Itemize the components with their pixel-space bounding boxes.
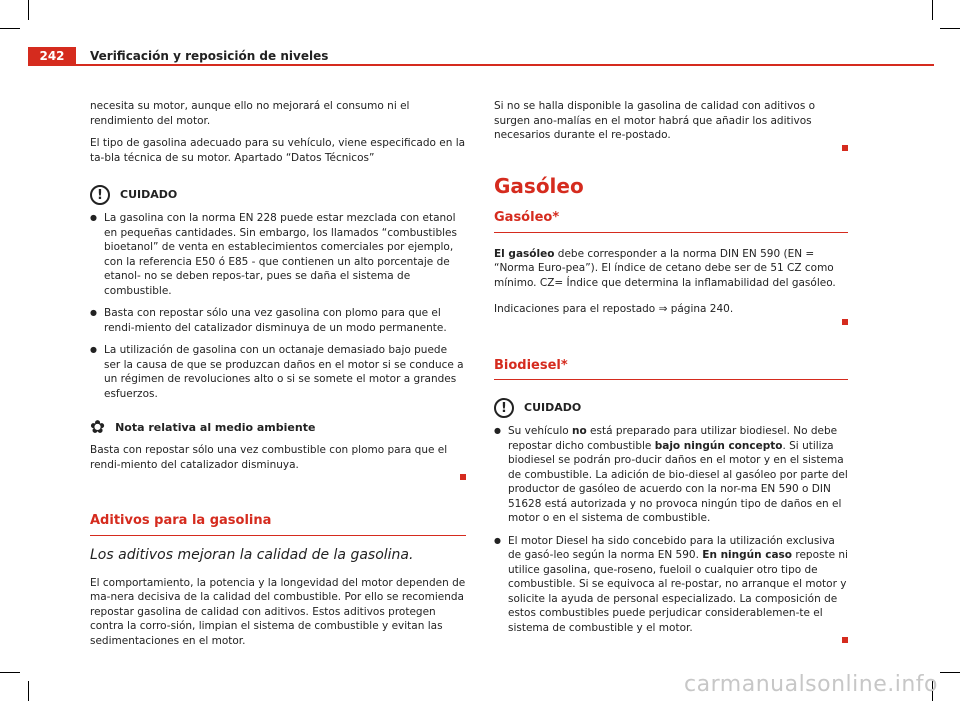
crop-mark: [0, 672, 20, 673]
paragraph: El tipo de gasolina adecuado para su vehículo, viene especificado en la ta-bla técnica de su motor. Apartado “Datos Técnicos”: [90, 137, 466, 164]
environment-title: Nota relativa al medio ambiente: [115, 420, 316, 434]
header-rule: [28, 64, 934, 66]
warning-header: [90, 185, 466, 205]
section-end-mark: [842, 145, 848, 151]
warning-title: CUIDADO: [120, 187, 178, 201]
crop-mark: [0, 28, 20, 29]
list-item: ● La gasolina con la norma EN 228 puede estar mezclada con etanol en pequeñas cantidades. Sin embargo, los llamados “combustibles bioetanol” de venta en establecimientos comerciales por ejemplo, con la referencia E50 ó E85 - que contienen un alto porcentaje de etanol- no se deben repos-tar, pues se daña el sistema de combustible.: [90, 211, 466, 298]
section-end-mark: [842, 319, 848, 325]
crop-mark: [940, 672, 960, 673]
section-heading: Aditivos para la gasolina: [90, 514, 466, 536]
section-end-mark: [460, 474, 466, 480]
crop-mark: [932, 0, 933, 20]
environment-header: [90, 419, 466, 437]
page-title: Verificación y reposición de niveles: [90, 49, 329, 63]
watermark: carmanualsonline.info: [684, 672, 938, 697]
paragraph: Indicaciones para el repostado ⇒ página 240.: [494, 303, 734, 315]
warning-title: CUIDADO: [524, 400, 582, 414]
list-item: ● La utilización de gasolina con un octanaje demasiado bajo puede ser la causa de que se produzcan daños en el motor si se conduce a un régimen de revoluciones alto o si se somete el motor a grandes esfuerzos.: [90, 343, 466, 401]
paragraph: El comportamiento, la potencia y la longevidad del motor dependen de ma-nera decisiva de la calidad del combustible. Por ello se recomienda repostar gasolina de calidad con aditivos. Estos aditivos protegen contra la corro-sión, limpian el sistema de combustible y evitan las sedimentaciones en el motor.: [90, 576, 466, 647]
list-item: ● Basta con repostar sólo una vez gasolina con plomo para que el rendi-miento del catalizador disminuya de un modo permanente.: [90, 306, 466, 335]
flower-icon: ✿: [90, 417, 106, 438]
list-item: ● Su vehículo no está preparado para utilizar biodiesel. No debe repostar dicho combustible bajo ningún concepto. Si utiliza biodiesel se podrán pro-ducir daños en el motor y en el sistema de combustible. La adición de bio-diesel al gasóleo por parte del productor de gasóleo de acuerdo con la nor-ma EN 590 o DIN 51628 está autorizada y no provoca ningún tipo de daños en el motor o en el sistema de combustible.: [494, 424, 848, 526]
exclamation-icon: !: [90, 185, 110, 205]
chapter-heading: Gasóleo: [494, 173, 584, 198]
section-heading: Biodiesel*: [494, 359, 848, 381]
section-heading: Gasóleo*: [494, 211, 848, 233]
page-number: 242: [28, 47, 76, 66]
paragraph: necesita su motor, aunque ello no mejorará el consumo ni el rendimiento del motor.: [90, 100, 410, 127]
paragraph: Basta con repostar sólo una vez combustible con plomo para que el rendi-miento del catalizador disminuya.: [90, 444, 448, 471]
crop-mark: [28, 681, 29, 701]
crop-mark: [28, 0, 29, 20]
left-column: [90, 99, 466, 656]
warning-header: [494, 398, 848, 418]
exclamation-icon: !: [494, 398, 514, 418]
section-intro: Los aditivos mejoran la calidad de la gasolina.: [90, 546, 414, 563]
crop-mark: [940, 28, 960, 29]
paragraph: El gasóleo debe corresponder a la norma DIN EN 590 (EN = “Norma Euro-pea”). El índice de cetano debe ser de 51 CZ como mínimo. CZ= Índice que determina la inflamabilidad del gasóleo.: [494, 247, 836, 289]
paragraph: Si no se halla disponible la gasolina de calidad con aditivos o surgen ano-malías en el motor habrá que añadir los aditivos necesarios durante el re-postado.: [494, 100, 816, 141]
right-column: [494, 99, 848, 643]
list-item: ● El motor Diesel ha sido concebido para la utilización exclusiva de gasó-leo según la norma EN 590. En ningún caso reposte ni utilice gasolina, que-roseno, fueloil o cualquier otro tipo de combustible. Si se equivoca al re-postar, no arranque el motor y solicite la ayuda de personal especializado. La composición de estos combustibles puede perjudicar considerablemen-te el sistema de combustible y el motor.: [494, 534, 848, 636]
section-end-mark: [842, 637, 848, 643]
